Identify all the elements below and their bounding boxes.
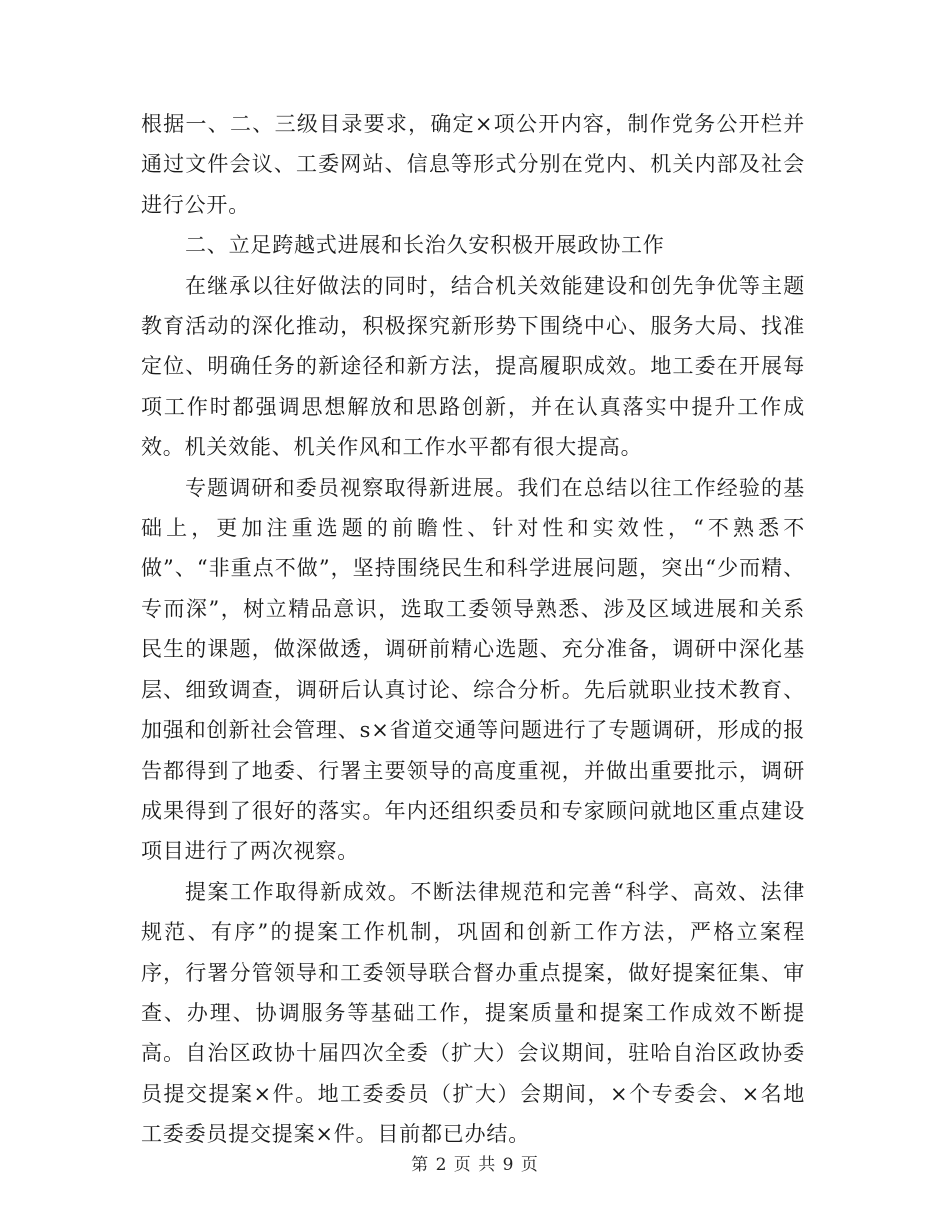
document-body: [141, 104, 805, 1155]
paragraph-3: 专题调研和委员视察取得新进展。我们在总结以往工作经验的基础上，更加注重选题的前瞻性、针对性和实效性，“不熟悉不做”、“非重点不做”，坚持围绕民生和科学进展问题，突出“少而精、专而深”，树立精品意识，选取工委领导熟悉、涉及区域进展和关系民生的课题，做深做透，调研前精心选题、充分准备，调研中深化基层、细致调查，调研后认真讨论、综合分析。先后就职业技术教育、加强和创新社会管理、s×省道交通等问题进行了专题调研，形成的报告都得到了地委、行署主要领导的高度重视，并做出重要批示，调研成果得到了很好的落实。年内还组织委员和专家顾问就地区重点建设项目进行了两次视察。: [141, 475, 805, 864]
page-number-footer: 第 2 页 共 9 页: [411, 1155, 539, 1175]
paragraph-1: 根据一、二、三级目录要求，确定×项公开内容，制作党务公开栏并通过文件会议、工委网站、信息等形式分别在党内、机关内部及社会进行公开。: [141, 112, 805, 217]
paragraph-2: 在继承以往好做法的同时，结合机关效能建设和创先争优等主题教育活动的深化推动，积极探究新形势下围绕中心、服务大局、找准定位、明确任务的新途径和新方法，提高履职成效。地工委在开展每项工作时都强调思想解放和思路创新，并在认真落实中提升工作成效。机关效能、机关作风和工作水平都有很大提高。: [141, 273, 805, 460]
section-heading: 二、立足跨越式进展和长治久安积极开展政协工作: [185, 233, 665, 258]
paragraph-4: 提案工作取得新成效。不断法律规范和完善“科学、高效、法律规范、有序”的提案工作机制，巩固和创新工作方法，严格立案程序，行署分管领导和工委领导联合督办重点提案，做好提案征集、审查、办理、协调服务等基础工作，提案质量和提案工作成效不断提高。自治区政协十届四次全委（扩大）会议期间，驻哈自治区政协委员提交提案×件。地工委委员（扩大）会期间，×个专委会、×名地工委委员提交提案×件。目前都已办结。: [141, 879, 805, 1147]
